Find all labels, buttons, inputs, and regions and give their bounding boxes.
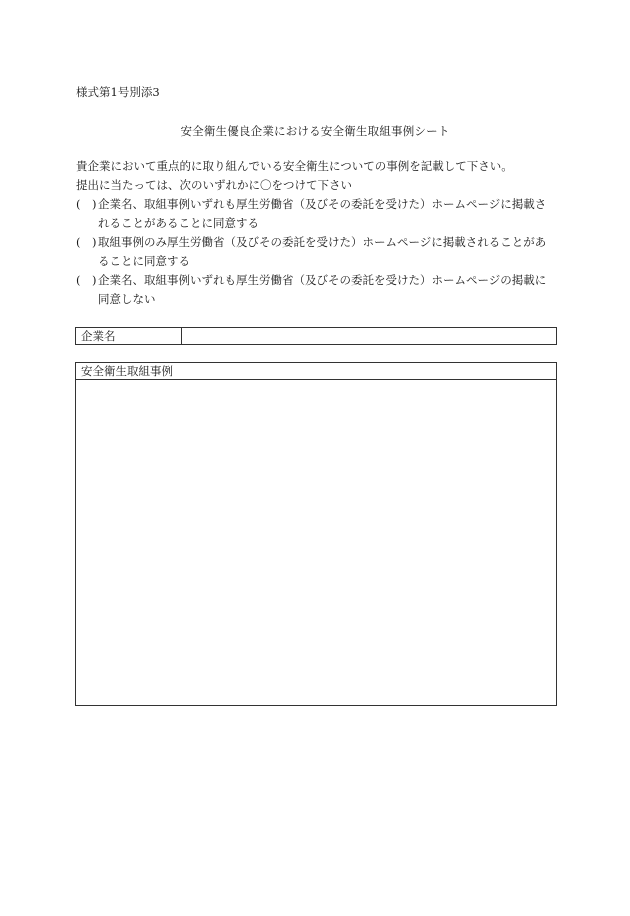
option-2-text-line-2: ることに同意する (98, 254, 190, 268)
safety-cases-box (75, 362, 557, 706)
option-3-text-line-2: 同意しない (98, 292, 156, 306)
form-number: 様式第1号別添3 (76, 85, 160, 99)
instructions-section (76, 157, 560, 309)
document-title: 安全衛生優良企業における安全衛生取組事例シート (180, 124, 450, 138)
company-name-row (75, 327, 557, 345)
safety-cases-field[interactable] (76, 380, 556, 705)
consent-option-1[interactable] (76, 195, 560, 233)
option-3-text-line-1: 企業名、取組事例いずれも厚生労働省（及びその委託を受けた）ホームページの掲載に (98, 273, 547, 287)
option-2-text-line-1: 取組事例のみ厚生労働省（及びその委託を受けた）ホームページに掲載されることがあ (98, 235, 547, 249)
instruction-line-2: 提出に当たっては、次のいずれかに〇をつけて下さい (76, 178, 352, 192)
option-3-checkbox-parens[interactable]: ( ) (76, 273, 97, 287)
option-1-checkbox-parens[interactable]: ( ) (76, 197, 97, 211)
option-2-checkbox-parens[interactable]: ( ) (76, 235, 97, 249)
consent-option-2[interactable] (76, 233, 560, 271)
company-name-field[interactable] (182, 328, 556, 344)
instruction-line-1: 貴企業において重点的に取り組んでいる安全衛生についての事例を記載して下さい。 (76, 159, 513, 173)
company-name-label: 企業名 (76, 328, 182, 344)
safety-cases-label: 安全衛生取組事例 (76, 363, 556, 380)
consent-option-3[interactable] (76, 271, 560, 309)
option-1-text-line-1: 企業名、取組事例いずれも厚生労働省（及びその委託を受けた）ホームページに掲載さ (98, 197, 547, 211)
option-1-text-line-2: れることがあることに同意する (98, 216, 259, 230)
